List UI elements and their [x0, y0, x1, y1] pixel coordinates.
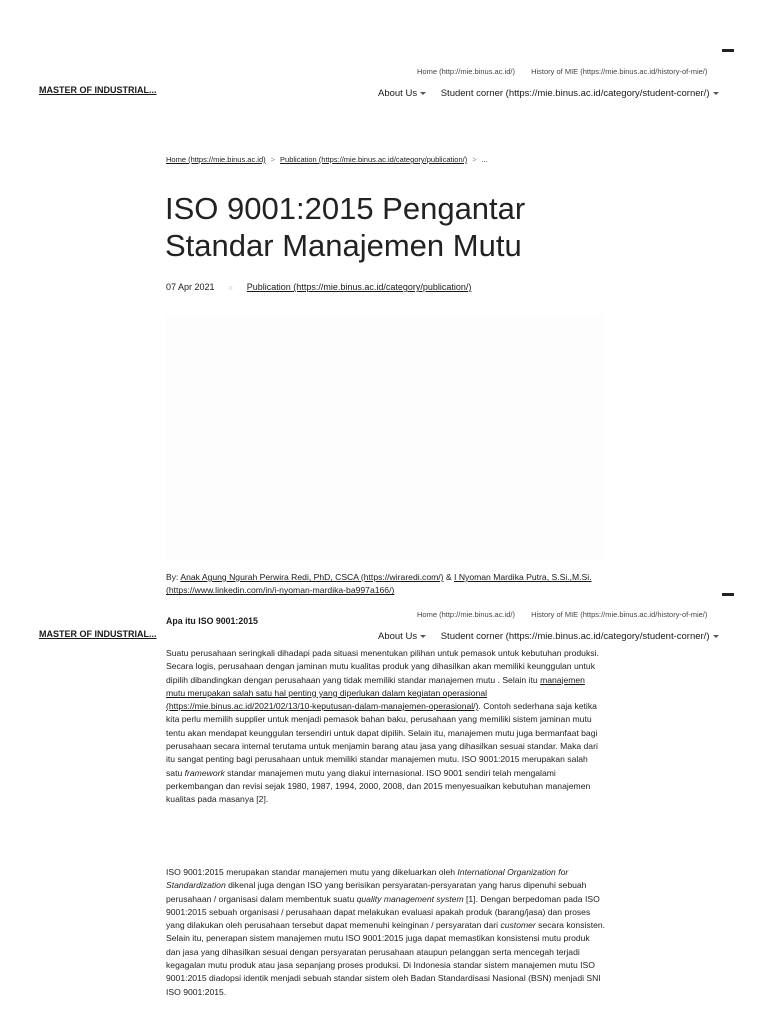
- sticky-nav-student-corner-label: Student corner (https://mie.binus.ac.id/category/student-corner/): [440, 631, 710, 642]
- nav-student-corner[interactable]: [441, 88, 719, 99]
- p2-text-b: dikenal juga dengan ISO yang berisikan persyaratan-persyaratan yang harus dipenuhi sebuah perusahaan / organisasi dalam membentuk suatu: [166, 880, 587, 904]
- post-date: 07 Apr 2021: [166, 282, 215, 292]
- breadcrumb: [166, 155, 488, 164]
- article-body-2: [166, 866, 606, 999]
- main-nav: [366, 88, 719, 99]
- article-link-operasional[interactable]: manajemen mutu merupakan salah satu hal penting yang diperlukan dalam kegiatan operasional (https://mie.binus.ac.id/2021/02/13/10-keputusan-dalam-manajemen-operasional/): [166, 674, 585, 712]
- post-meta: [166, 282, 471, 292]
- section-heading: Apa itu ISO 9001:2015: [166, 616, 258, 626]
- top-links: [403, 67, 707, 76]
- sticky-top-link-history[interactable]: History of MIE (https://mie.binus.ac.id/history-of-mie/): [531, 610, 708, 619]
- brand-link[interactable]: MASTER OF INDUSTRIAL...: [39, 85, 157, 95]
- author-link-2[interactable]: I Nyoman Mardika Putra, S.Si.,M.Si. (https://www.linkedin.com/in/i-nyoman-mardika-ba997a166/): [166, 572, 592, 596]
- chevron-down-icon: [713, 92, 719, 95]
- sticky-brand-link[interactable]: MASTER OF INDUSTRIAL...: [39, 629, 157, 639]
- nav-about-us-label: About Us: [378, 88, 418, 99]
- sticky-nav-about-us[interactable]: [378, 631, 426, 642]
- author-link-1[interactable]: Anak Agung Ngurah Perwira Redi, PhD, CSCA (https://wiraredi.com/): [180, 572, 444, 582]
- nav-about-us[interactable]: [378, 88, 426, 99]
- chevron-right-icon: >: [472, 155, 477, 164]
- menu-icon[interactable]: [722, 49, 734, 52]
- p1-text-a: Suatu perusahaan seringkali dihadapi pada situasi menentukan pilihan untuk pemasok untuk kebutuhan produksi. Secara logis, perusahaan dengan jaminan mutu kualitas produk yang dihasilkan akan memiliki keunggulan untuk dipilih dibandingkan dengan perusahaan yang tidak memiliki standar manajemen mutu . Selain itu: [166, 648, 599, 685]
- chevron-down-icon: [420, 92, 426, 95]
- chevron-down-icon: [420, 635, 426, 638]
- chevron-down-icon: [713, 635, 719, 638]
- menu-icon[interactable]: [722, 593, 734, 596]
- byline: [166, 571, 606, 598]
- chevron-right-icon: >: [270, 155, 276, 164]
- p1-text-c: standar manajemen mutu yang diakui internasional. ISO 9001 sendiri telah mengalami perkembangan dan revisi sejak 1980, 1987, 1994, 2000, 2008, dan 2015 menyesuaikan kebutuhan manajemen kualitas pada masanya [2].: [166, 767, 591, 805]
- paragraph-1: [166, 647, 606, 807]
- p2-em-2: quality management system: [356, 893, 464, 904]
- article-body-1: [166, 647, 606, 807]
- top-link-history[interactable]: History of MIE (https://mie.binus.ac.id/history-of-mie/): [531, 67, 708, 76]
- p1-text-b: . Contoh sederhana saja ketika kita perlu memilih supplier untuk menjadi pemasok bahan baku, perusahaan yang memiliki sistem jaminan mutu tentu akan mendapat keunggulan tersendiri untuk dapat dipilih. Selain itu, manajemen mutu juga bermanfaat bagi perusahaan secara internal terutama untuk menjamin barang atau jasa yang dihasilkan sesuai standar. Maka dari itu sangat penting bagi perusahaan untuk memiliki standar manajemen mutu. ISO 9001:2015 merupakan salah satu: [166, 701, 598, 778]
- p2-em-3: customer: [500, 920, 536, 931]
- bullet-icon: ○: [228, 285, 233, 292]
- sticky-top-links: [403, 610, 707, 619]
- byline-prefix: By:: [166, 572, 181, 582]
- byline-and: &: [443, 572, 455, 582]
- page-title: ISO 9001:2015 Pengantar Standar Manajemen Mutu: [165, 191, 526, 263]
- top-link-home[interactable]: Home (http://mie.binus.ac.id/): [417, 67, 515, 76]
- sticky-main-nav: [366, 631, 719, 642]
- sticky-nav-student-corner[interactable]: [441, 631, 719, 642]
- post-category-link[interactable]: Publication (https://mie.binus.ac.id/category/publication/): [246, 282, 472, 292]
- p2-text-a: ISO 9001:2015 merupakan standar manajemen mutu yang dikeluarkan oleh: [166, 867, 458, 877]
- p2-em-1: International Organization for Standardization: [166, 867, 569, 891]
- nav-student-corner-label: Student corner (https://mie.binus.ac.id/category/student-corner/): [440, 88, 710, 99]
- breadcrumb-publication[interactable]: Publication (https://mie.binus.ac.id/category/publication/): [280, 155, 468, 164]
- breadcrumb-home[interactable]: Home (https://mie.binus.ac.id): [166, 155, 266, 164]
- breadcrumb-current: ...: [481, 155, 488, 164]
- p2-text-c: [1]. Dengan berpedoman pada ISO 9001:2015 sebuah organisasi / perusahaan dapat melakukan evaluasi apakah produk (barang/jasa) dan proses yang dilakukan oleh perusahaan tersebut dapat memenuhi keinginan / persyaratan dari: [166, 893, 600, 931]
- featured-image: [166, 315, 604, 560]
- p1-em: framework: [184, 767, 225, 778]
- p2-text-d: secara konsisten. Selain itu, penerapan sistem manajemen mutu ISO 9001:2015 juga dapat memastikan konsistensi mutu produk dan jasa yang dihasilkan sesuai dengan persyaratan perusahaan ataupun pelanggan serta mencegah terjadi kegagalan mutu produk atau jasa sepanjang proses produksi. Di Indonesia standar sistem manajemen mutu ISO 9001:2015 diadopsi identik menjadi sebuah standar sistem oleh Badan Standardisasi Nasional (BSN) menjadi SNI ISO 9001:2015.: [166, 920, 606, 997]
- sticky-nav-about-us-label: About Us: [378, 631, 418, 642]
- sticky-top-link-home[interactable]: Home (http://mie.binus.ac.id/): [417, 610, 515, 619]
- paragraph-2: [166, 866, 606, 999]
